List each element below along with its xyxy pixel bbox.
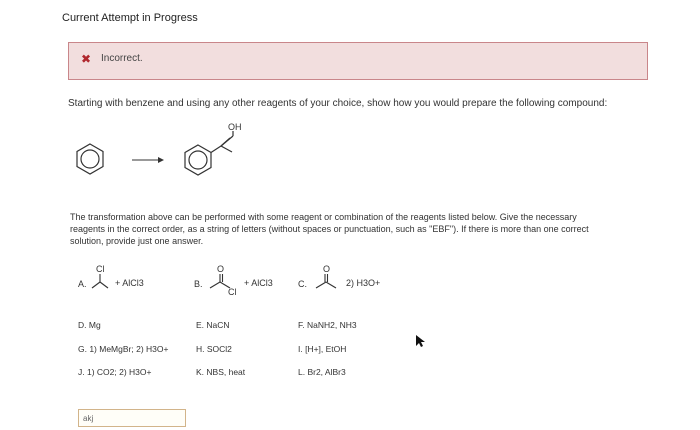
instructions-line-2: reagents in the correct order, as a string of letters (without spaces or punctuation, such as "EBF"). If there is more than one correct xyxy=(70,224,589,234)
reagent-c-structure xyxy=(316,274,336,288)
incorrect-alert xyxy=(68,42,648,80)
reagent-a-label: + AlCl3 xyxy=(115,278,144,288)
reaction-scheme xyxy=(70,118,300,198)
reagent-c-letter: C. xyxy=(298,279,307,289)
reagent-a-letter: A. xyxy=(78,279,87,289)
reagent-a-atom: Cl xyxy=(96,264,105,274)
instructions-line-3: solution, provide just one answer. xyxy=(70,236,204,246)
page-title: Current Attempt in Progress xyxy=(62,12,198,24)
product-structure xyxy=(185,131,233,175)
instructions xyxy=(70,211,630,247)
reagent-d: D. Mg xyxy=(78,320,101,330)
question-prompt: Starting with benzene and using any other reagents of your choice, show how you would prepare the following compound: xyxy=(68,98,608,109)
reagent-h: H. SOCl2 xyxy=(196,344,232,354)
reagent-c-atom: O xyxy=(323,264,331,274)
reagent-j: J. 1) CO2; 2) H3O+ xyxy=(78,367,152,377)
reagent-e: E. NaCN xyxy=(196,320,230,330)
product-oh-label: OH xyxy=(228,122,242,132)
reagent-structures xyxy=(70,262,470,302)
reagent-b-atom-side: Cl xyxy=(228,287,237,297)
reagent-a-structure xyxy=(92,274,108,288)
reagent-l: L. Br2, AlBr3 xyxy=(298,367,346,377)
benzene-structure xyxy=(77,144,103,174)
instructions-line-1: The transformation above can be performed with some reagent or combination of the reagents listed below. Give the necessary xyxy=(70,212,577,222)
reagent-c-label: 2) H3O+ xyxy=(346,278,381,288)
reagent-k: K. NBS, heat xyxy=(196,367,246,377)
alert-text: Incorrect. xyxy=(101,53,143,64)
answer-input[interactable] xyxy=(78,409,186,427)
reagent-g: G. 1) MeMgBr; 2) H3O+ xyxy=(78,344,169,354)
reagent-f: F. NaNH2, NH3 xyxy=(298,320,357,330)
reagent-b-letter: B. xyxy=(194,279,203,289)
reagent-b-structure xyxy=(210,274,230,288)
close-x-icon: ✖ xyxy=(81,52,92,66)
reagent-i: I. [H+], EtOH xyxy=(298,344,347,354)
reagent-b-atom-top: O xyxy=(217,264,225,274)
reagent-b-label: + AlCl3 xyxy=(244,278,273,288)
mouse-cursor-icon xyxy=(415,334,427,348)
reaction-arrow xyxy=(132,157,164,163)
